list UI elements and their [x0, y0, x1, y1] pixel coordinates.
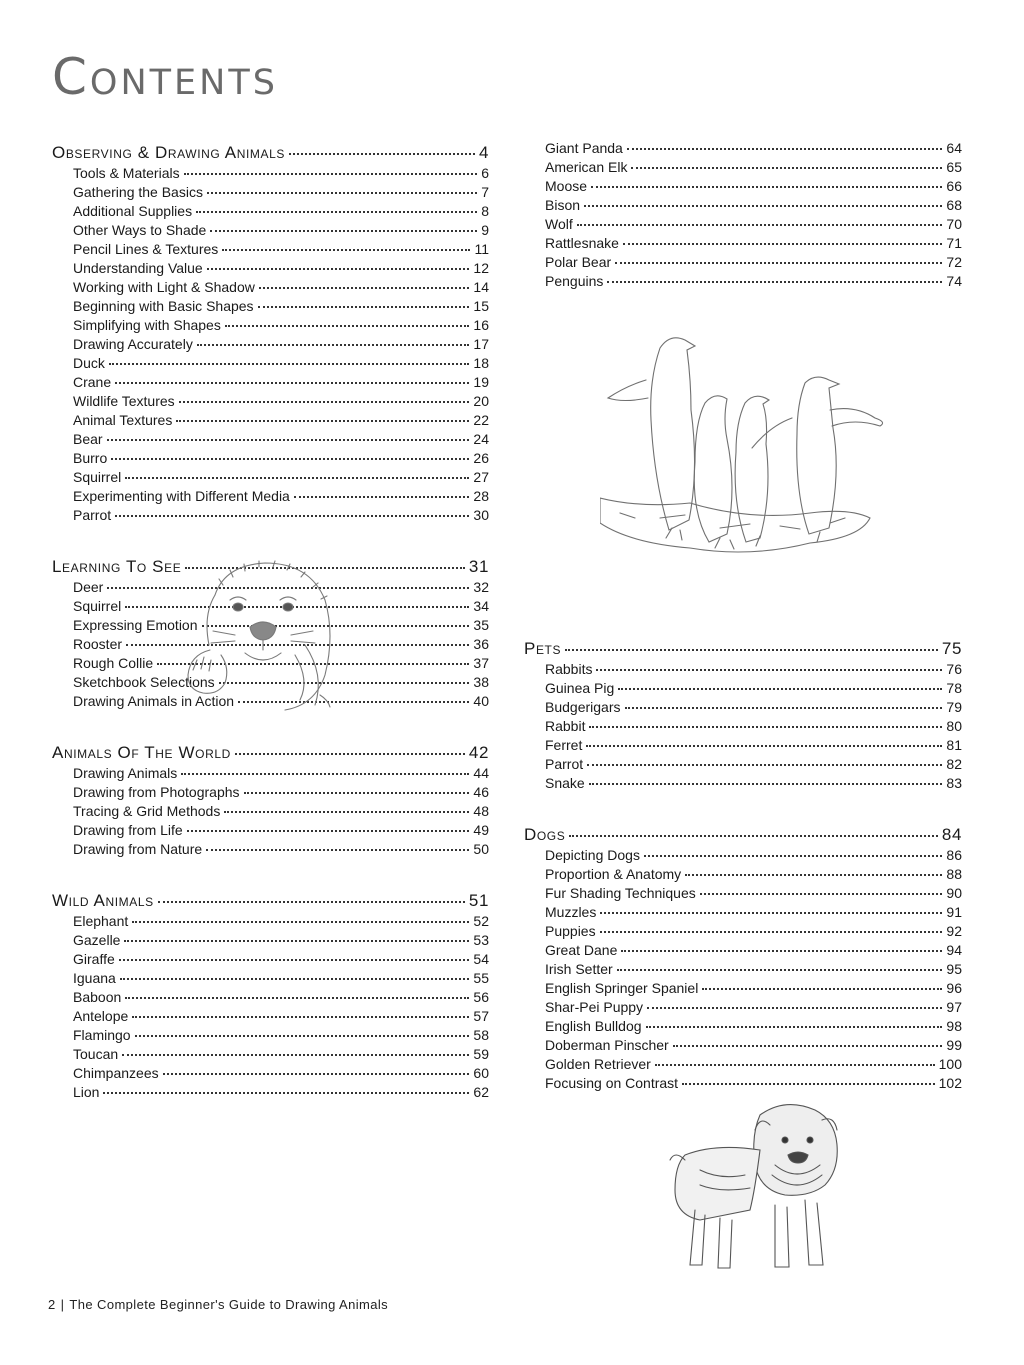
toc-entry [524, 660, 962, 679]
toc-entry-page: 94 [946, 942, 962, 958]
section-heading-title: Wild Animals [52, 891, 154, 910]
toc-entry-title: Fur Shading Techniques [545, 885, 696, 901]
toc-entry [52, 335, 489, 354]
toc-entry-page: 7 [481, 184, 489, 200]
dot-leader [122, 1054, 469, 1056]
toc-entry-page: 76 [946, 661, 962, 677]
toc-entry [524, 884, 962, 903]
toc-entry-page: 64 [946, 140, 962, 156]
toc-entry-title: Great Dane [545, 942, 618, 958]
toc-entry-title: Parrot [73, 507, 112, 523]
toc-entry [524, 196, 962, 215]
toc-entry [524, 998, 962, 1017]
toc-entry-title: Crane [73, 374, 112, 390]
toc-entry-page: 52 [473, 913, 489, 929]
toc-entry [52, 821, 489, 840]
toc-entry [52, 840, 489, 859]
toc-entry-page: 60 [473, 1065, 489, 1081]
toc-entry-title: Moose [545, 178, 588, 194]
dot-leader [617, 969, 943, 971]
section-heading-page: 84 [941, 825, 962, 844]
toc-entry [52, 1045, 489, 1064]
dot-leader [623, 243, 942, 245]
toc-entry-title: Focusing on Contrast [545, 1075, 679, 1091]
toc-section [524, 638, 962, 793]
toc-entry-page: 34 [473, 598, 489, 614]
toc-entry [524, 1055, 962, 1074]
toc-entry-page: 38 [473, 674, 489, 690]
toc-entry-title: Doberman Pinscher [545, 1037, 669, 1053]
dot-leader [682, 1083, 935, 1085]
toc-entry [52, 297, 489, 316]
toc-entry [52, 487, 489, 506]
toc-entry-title: Polar Bear [545, 254, 612, 270]
toc-entry-title: Rattlesnake [545, 235, 619, 251]
dot-leader [187, 830, 470, 832]
toc-entry [52, 278, 489, 297]
dot-leader [647, 1007, 942, 1009]
toc-entry [524, 139, 962, 158]
dot-leader [119, 959, 470, 961]
dot-leader [615, 262, 942, 264]
toc-entry-page: 19 [473, 374, 489, 390]
toc-entry-title: Proportion & Anatomy [545, 866, 682, 882]
penguins-illustration [600, 328, 892, 560]
toc-entry [524, 1017, 962, 1036]
dot-leader [115, 515, 469, 517]
toc-entry-page: 83 [946, 775, 962, 791]
toc-entry-title: Irish Setter [545, 961, 613, 977]
toc-entry [52, 164, 489, 183]
toc-entry-title: Puppies [545, 923, 596, 939]
toc-entry-title: Burro [73, 450, 108, 466]
dot-leader [700, 893, 943, 895]
dot-leader [600, 931, 943, 933]
toc-entry [524, 979, 962, 998]
dot-leader [294, 496, 470, 498]
toc-entry-title: Parrot [545, 756, 584, 772]
toc-entry-page: 49 [473, 822, 489, 838]
toc-entry [524, 1074, 962, 1093]
toc-entry-page: 62 [473, 1084, 489, 1100]
toc-entry-page: 15 [473, 298, 489, 314]
dot-leader [589, 726, 942, 728]
toc-entry-page: 90 [946, 885, 962, 901]
dot-leader [577, 224, 943, 226]
section-heading [52, 742, 489, 764]
toc-entry-title: Beginning with Basic Shapes [73, 298, 254, 314]
toc-entry-page: 79 [946, 699, 962, 715]
toc-entry [524, 177, 962, 196]
dot-leader [702, 988, 942, 990]
toc-entry [52, 183, 489, 202]
toc-entry [52, 1064, 489, 1083]
section-heading-page: 31 [468, 557, 489, 576]
toc-entry-page: 100 [938, 1056, 962, 1072]
toc-entry-page: 65 [946, 159, 962, 175]
dot-leader [206, 849, 469, 851]
toc-entry-title: English Springer Spaniel [545, 980, 699, 996]
toc-entry [52, 316, 489, 335]
dot-leader [289, 153, 475, 155]
toc-entry-title: Flamingo [73, 1027, 131, 1043]
toc-entry [52, 1026, 489, 1045]
toc-entry-page: 40 [473, 693, 489, 709]
toc-section [52, 890, 489, 1102]
section-heading-title: Dogs [524, 825, 566, 844]
toc-entry-title: Ferret [545, 737, 583, 753]
dot-leader [586, 745, 942, 747]
dot-leader [591, 186, 942, 188]
toc-entry-title: Deer [73, 579, 104, 595]
toc-entry-page: 27 [473, 469, 489, 485]
toc-entry-title: Squirrel [73, 469, 122, 485]
toc-entry [524, 755, 962, 774]
toc-entry-page: 48 [473, 803, 489, 819]
toc-entry-page: 81 [946, 737, 962, 753]
toc-entry-title: Lion [73, 1084, 100, 1100]
toc-entry-page: 50 [473, 841, 489, 857]
toc-entry-page: 28 [473, 488, 489, 504]
toc-entry [52, 449, 489, 468]
toc-entry-title: Squirrel [73, 598, 122, 614]
toc-entry-page: 99 [946, 1037, 962, 1053]
toc-entry-page: 14 [473, 279, 489, 295]
toc-entry-title: Sketchbook Selections [73, 674, 215, 690]
footer-book-title: The Complete Beginner's Guide to Drawing Animals [69, 1297, 389, 1312]
toc-section [524, 139, 962, 291]
toc-entry [524, 158, 962, 177]
section-heading-title: Pets [524, 639, 562, 658]
toc-entry-title: Baboon [73, 989, 122, 1005]
toc-entry [524, 865, 962, 884]
toc-entry-title: Iguana [73, 970, 116, 986]
toc-entry-page: 46 [473, 784, 489, 800]
dot-leader [120, 978, 470, 980]
toc-entry [52, 240, 489, 259]
toc-entry [524, 903, 962, 922]
dot-leader [125, 477, 469, 479]
toc-entry-title: Guinea Pig [545, 680, 615, 696]
toc-entry-title: Drawing from Nature [73, 841, 203, 857]
dot-leader [258, 306, 470, 308]
dot-leader [235, 753, 465, 755]
toc-entry [52, 912, 489, 931]
toc-entry-page: 17 [473, 336, 489, 352]
toc-entry-page: 12 [473, 260, 489, 276]
toc-entry [524, 253, 962, 272]
toc-entry-title: Drawing from Life [73, 822, 183, 838]
toc-entry-page: 88 [946, 866, 962, 882]
toc-entry-page: 66 [946, 178, 962, 194]
toc-entry-page: 78 [946, 680, 962, 696]
dot-leader [181, 773, 469, 775]
dot-leader [109, 363, 470, 365]
toc-entry-page: 91 [946, 904, 962, 920]
dot-leader [158, 901, 465, 903]
dot-leader [589, 783, 943, 785]
dot-leader [621, 950, 942, 952]
toc-section [524, 824, 962, 1093]
toc-entry [52, 931, 489, 950]
dot-leader [132, 921, 469, 923]
toc-entry-page: 95 [946, 961, 962, 977]
toc-entry-title: Duck [73, 355, 105, 371]
toc-section [52, 142, 489, 525]
toc-entry-title: Drawing from Photographs [73, 784, 240, 800]
toc-entry [524, 922, 962, 941]
section-heading [52, 890, 489, 912]
toc-entry [52, 468, 489, 487]
toc-entry-title: Penguins [545, 273, 604, 289]
toc-entry-title: Drawing Animals in Action [73, 693, 235, 709]
dot-leader [631, 167, 942, 169]
dot-leader [222, 249, 470, 251]
section-heading-title: Learning To See [52, 557, 182, 576]
toc-entry [52, 783, 489, 802]
toc-entry-title: Other Ways to Shade [73, 222, 207, 238]
toc-entry-page: 72 [946, 254, 962, 270]
dot-leader [646, 1026, 943, 1028]
dot-leader [596, 669, 942, 671]
dot-leader [600, 912, 942, 914]
toc-entry-page: 98 [946, 1018, 962, 1034]
toc-entry-page: 74 [946, 273, 962, 289]
toc-entry-title: Antelope [73, 1008, 129, 1024]
toc-entry-title: Shar-Pei Puppy [545, 999, 644, 1015]
toc-entry-page: 26 [473, 450, 489, 466]
toc-entry [524, 960, 962, 979]
section-heading [524, 824, 962, 846]
toc-entry-title: Gazelle [73, 932, 121, 948]
section-heading-page: 4 [478, 143, 489, 162]
toc-entry-title: Snake [545, 775, 585, 791]
toc-entry [52, 411, 489, 430]
toc-entry [52, 506, 489, 525]
toc-entry [52, 969, 489, 988]
toc-entry-title: Wolf [545, 216, 573, 232]
dot-leader [685, 874, 942, 876]
toc-entry-page: 71 [946, 235, 962, 251]
dot-leader [644, 855, 942, 857]
toc-entry-title: Muzzles [545, 904, 597, 920]
toc-entry-page: 44 [473, 765, 489, 781]
toc-entry-title: Pencil Lines & Textures [73, 241, 219, 257]
toc-entry-page: 30 [473, 507, 489, 523]
toc-entry-page: 53 [473, 932, 489, 948]
dot-leader [179, 401, 470, 403]
toc-entry-page: 68 [946, 197, 962, 213]
toc-entry [524, 774, 962, 793]
toc-entry [524, 234, 962, 253]
dot-leader [655, 1064, 935, 1066]
page-title: Contents [52, 48, 278, 106]
section-heading-title: Observing & Drawing Animals [52, 143, 285, 162]
toc-entry [52, 392, 489, 411]
toc-entry-page: 32 [473, 579, 489, 595]
toc-entry-page: 35 [473, 617, 489, 633]
toc-entry-title: Tools & Materials [73, 165, 180, 181]
dot-leader [124, 940, 469, 942]
toc-entry [52, 221, 489, 240]
toc-section [52, 742, 489, 859]
toc-right-column [524, 139, 962, 1093]
dot-leader [607, 281, 942, 283]
dot-leader [625, 707, 943, 709]
section-heading-page: 75 [941, 639, 962, 658]
dot-leader [135, 1035, 470, 1037]
dot-leader [132, 1016, 469, 1018]
dot-leader [565, 649, 938, 651]
toc-entry-title: Giraffe [73, 951, 115, 967]
toc-entry-title: Chimpanzees [73, 1065, 159, 1081]
toc-entry-page: 70 [946, 216, 962, 232]
toc-entry [524, 846, 962, 865]
dot-leader [225, 325, 470, 327]
dot-leader [244, 792, 470, 794]
toc-entry-page: 36 [473, 636, 489, 652]
toc-entry-title: Elephant [73, 913, 129, 929]
toc-entry [524, 736, 962, 755]
toc-entry-title: Drawing Accurately [73, 336, 193, 352]
toc-entry-page: 54 [473, 951, 489, 967]
dot-leader [207, 268, 470, 270]
toc-entry-page: 96 [946, 980, 962, 996]
toc-entry [52, 802, 489, 821]
toc-entry-page: 92 [946, 923, 962, 939]
toc-entry-title: Drawing Animals [73, 765, 178, 781]
dot-leader [184, 173, 478, 175]
toc-entry-title: Rabbits [545, 661, 593, 677]
toc-entry [52, 950, 489, 969]
toc-entry-title: Giant Panda [545, 140, 623, 156]
dot-leader [125, 997, 469, 999]
dot-leader [207, 192, 477, 194]
toc-entry-page: 9 [481, 222, 489, 238]
toc-entry-title: Experimenting with Different Media [73, 488, 290, 504]
toc-entry [524, 215, 962, 234]
toc-entry-title: Budgerigars [545, 699, 621, 715]
toc-entry-page: 22 [473, 412, 489, 428]
dot-leader [163, 1073, 470, 1075]
toc-entry [524, 679, 962, 698]
dot-leader [618, 688, 942, 690]
toc-entry-title: Bear [73, 431, 103, 447]
toc-entry-page: 57 [473, 1008, 489, 1024]
toc-entry-title: Golden Retriever [545, 1056, 651, 1072]
toc-entry-title: Rabbit [545, 718, 586, 734]
toc-entry-title: Rooster [73, 636, 123, 652]
toc-entry-page: 55 [473, 970, 489, 986]
toc-entry-title: Understanding Value [73, 260, 203, 276]
toc-entry-page: 102 [938, 1075, 962, 1091]
dot-leader [196, 211, 477, 213]
footer-separator: | [60, 1297, 65, 1312]
toc-entry [52, 202, 489, 221]
toc-entry-title: Expressing Emotion [73, 617, 198, 633]
page-footer [48, 1297, 388, 1312]
toc-entry-page: 56 [473, 989, 489, 1005]
toc-entry-page: 80 [946, 718, 962, 734]
dot-leader [259, 287, 470, 289]
toc-entry [52, 1083, 489, 1102]
footer-page-number: 2 [48, 1297, 56, 1312]
toc-entry-page: 20 [473, 393, 489, 409]
section-heading [52, 142, 489, 164]
toc-entry-page: 82 [946, 756, 962, 772]
toc-entry-page: 18 [473, 355, 489, 371]
toc-entry [524, 272, 962, 291]
toc-entry [52, 1007, 489, 1026]
dot-leader [584, 205, 942, 207]
toc-entry [524, 941, 962, 960]
toc-entry-title: American Elk [545, 159, 628, 175]
toc-entry-title: Tracing & Grid Methods [73, 803, 221, 819]
section-heading-page: 51 [468, 891, 489, 910]
toc-entry-page: 11 [474, 241, 489, 257]
toc-entry-page: 24 [473, 431, 489, 447]
toc-entry-title: Rough Collie [73, 655, 154, 671]
otter-illustration [175, 555, 345, 715]
dot-leader [587, 764, 942, 766]
toc-entry [524, 1036, 962, 1055]
dot-leader [115, 382, 469, 384]
toc-entry [52, 259, 489, 278]
toc-entry [52, 988, 489, 1007]
toc-entry [524, 717, 962, 736]
bulldog-illustration [660, 1100, 860, 1284]
toc-entry-page: 37 [473, 655, 489, 671]
toc-entry-title: Simplifying with Shapes [73, 317, 221, 333]
dot-leader [197, 344, 470, 346]
dot-leader [210, 230, 477, 232]
section-heading-page: 42 [468, 743, 489, 762]
toc-entry-page: 8 [481, 203, 489, 219]
dot-leader [103, 1092, 469, 1094]
toc-entry-title: Wildlife Textures [73, 393, 175, 409]
toc-entry-title: Toucan [73, 1046, 119, 1062]
section-heading [524, 638, 962, 660]
dot-leader [107, 439, 470, 441]
toc-entry [52, 354, 489, 373]
toc-entry-page: 97 [946, 999, 962, 1015]
toc-entry-title: Animal Textures [73, 412, 173, 428]
toc-entry-page: 6 [481, 165, 489, 181]
toc-entry-title: Gathering the Basics [73, 184, 203, 200]
dot-leader [627, 148, 943, 150]
dot-leader [224, 811, 469, 813]
toc-entry [52, 430, 489, 449]
dot-leader [176, 420, 469, 422]
toc-entry-page: 86 [946, 847, 962, 863]
section-heading-title: Animals Of The World [52, 743, 231, 762]
toc-entry-page: 58 [473, 1027, 489, 1043]
toc-entry-page: 16 [473, 317, 489, 333]
toc-entry-title: Working with Light & Shadow [73, 279, 255, 295]
toc-entry-page: 59 [473, 1046, 489, 1062]
toc-entry [52, 764, 489, 783]
toc-entry-title: Bison [545, 197, 581, 213]
toc-entry [52, 373, 489, 392]
toc-entry-title: Depicting Dogs [545, 847, 640, 863]
toc-entry-title: English Bulldog [545, 1018, 642, 1034]
dot-leader [111, 458, 469, 460]
dot-leader [569, 835, 938, 837]
dot-leader [673, 1045, 943, 1047]
toc-entry-title: Additional Supplies [73, 203, 193, 219]
toc-entry [524, 698, 962, 717]
